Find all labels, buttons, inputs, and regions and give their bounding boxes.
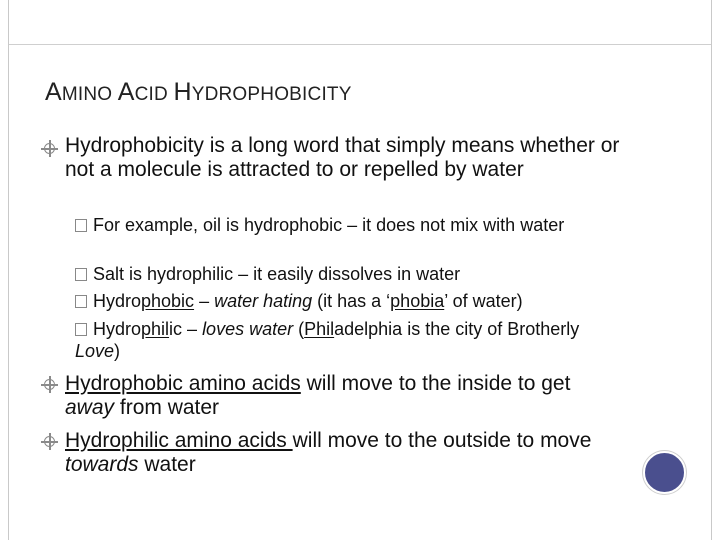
text-run: –: [194, 291, 215, 311]
italic-text: loves water: [202, 319, 294, 339]
slide-title: [45, 78, 352, 107]
sub-bullet-hydrophilic: [75, 318, 595, 362]
text-run: adelphia is the city of Brotherly: [334, 319, 580, 339]
text-run: water: [138, 453, 196, 476]
title-word: MINO: [61, 84, 118, 105]
text-run: ’ of water): [444, 291, 523, 311]
underlined-text: phobia: [390, 291, 445, 311]
title-word: YDROPHOBICITY: [191, 84, 352, 105]
square-bullet-icon: [75, 295, 87, 308]
text-run: ): [114, 341, 121, 361]
decorative-circle: [643, 451, 686, 494]
sub-bullet-text: Salt is hydrophilic – it easily dissolves in water: [93, 264, 461, 284]
text-run: will move to the outside to move: [292, 429, 592, 452]
bullet-icon: [44, 379, 55, 390]
italic-text: Love: [75, 341, 115, 361]
top-rule: [9, 44, 711, 45]
title-letter: A: [45, 78, 62, 106]
square-bullet-icon: [75, 268, 87, 281]
sub-bullet-hydrophobic: [75, 290, 655, 312]
underlined-text: phil: [141, 319, 170, 339]
italic-text: away: [65, 396, 115, 419]
bullet-icon: [44, 143, 55, 154]
sub-bullet-oil: [75, 214, 615, 236]
text-run: (it has a ‘: [312, 291, 391, 311]
underlined-text: phobic: [141, 291, 195, 311]
sub-bullet-text: For example, oil is hydrophobic – it does not mix with water: [93, 215, 565, 235]
right-border-line: [711, 0, 712, 540]
bullet-icon: [44, 436, 55, 447]
bullet-hydrophilic-amino-acids: [65, 429, 625, 477]
text-run: from water: [114, 396, 220, 419]
title-letter: H: [173, 78, 192, 106]
text-run: Hydro: [93, 291, 142, 311]
text-run: Hydro: [93, 319, 142, 339]
underlined-text: Phil: [304, 319, 335, 339]
square-bullet-icon: [75, 219, 87, 232]
title-word: CID: [134, 84, 174, 105]
underlined-text: Hydrophobic amino acids: [65, 372, 301, 395]
square-bullet-icon: [75, 323, 87, 336]
italic-text: towards: [65, 453, 139, 476]
underlined-text: Hydrophilic amino acids: [65, 429, 293, 452]
text-run: ic –: [169, 319, 203, 339]
italic-text: water hating: [214, 291, 313, 311]
title-letter: A: [117, 78, 135, 106]
left-border-line: [8, 0, 9, 540]
text-run: (: [293, 319, 305, 339]
bullet-hydrophobic-amino-acids: [65, 372, 625, 420]
text-run: will move to the inside to get: [300, 372, 571, 395]
bullet-hydrophobicity-definition: Hydrophobicity is a long word that simply means whether or not a molecule is attracted to or repelled by water: [65, 134, 620, 181]
sub-bullet-salt: [75, 263, 635, 285]
